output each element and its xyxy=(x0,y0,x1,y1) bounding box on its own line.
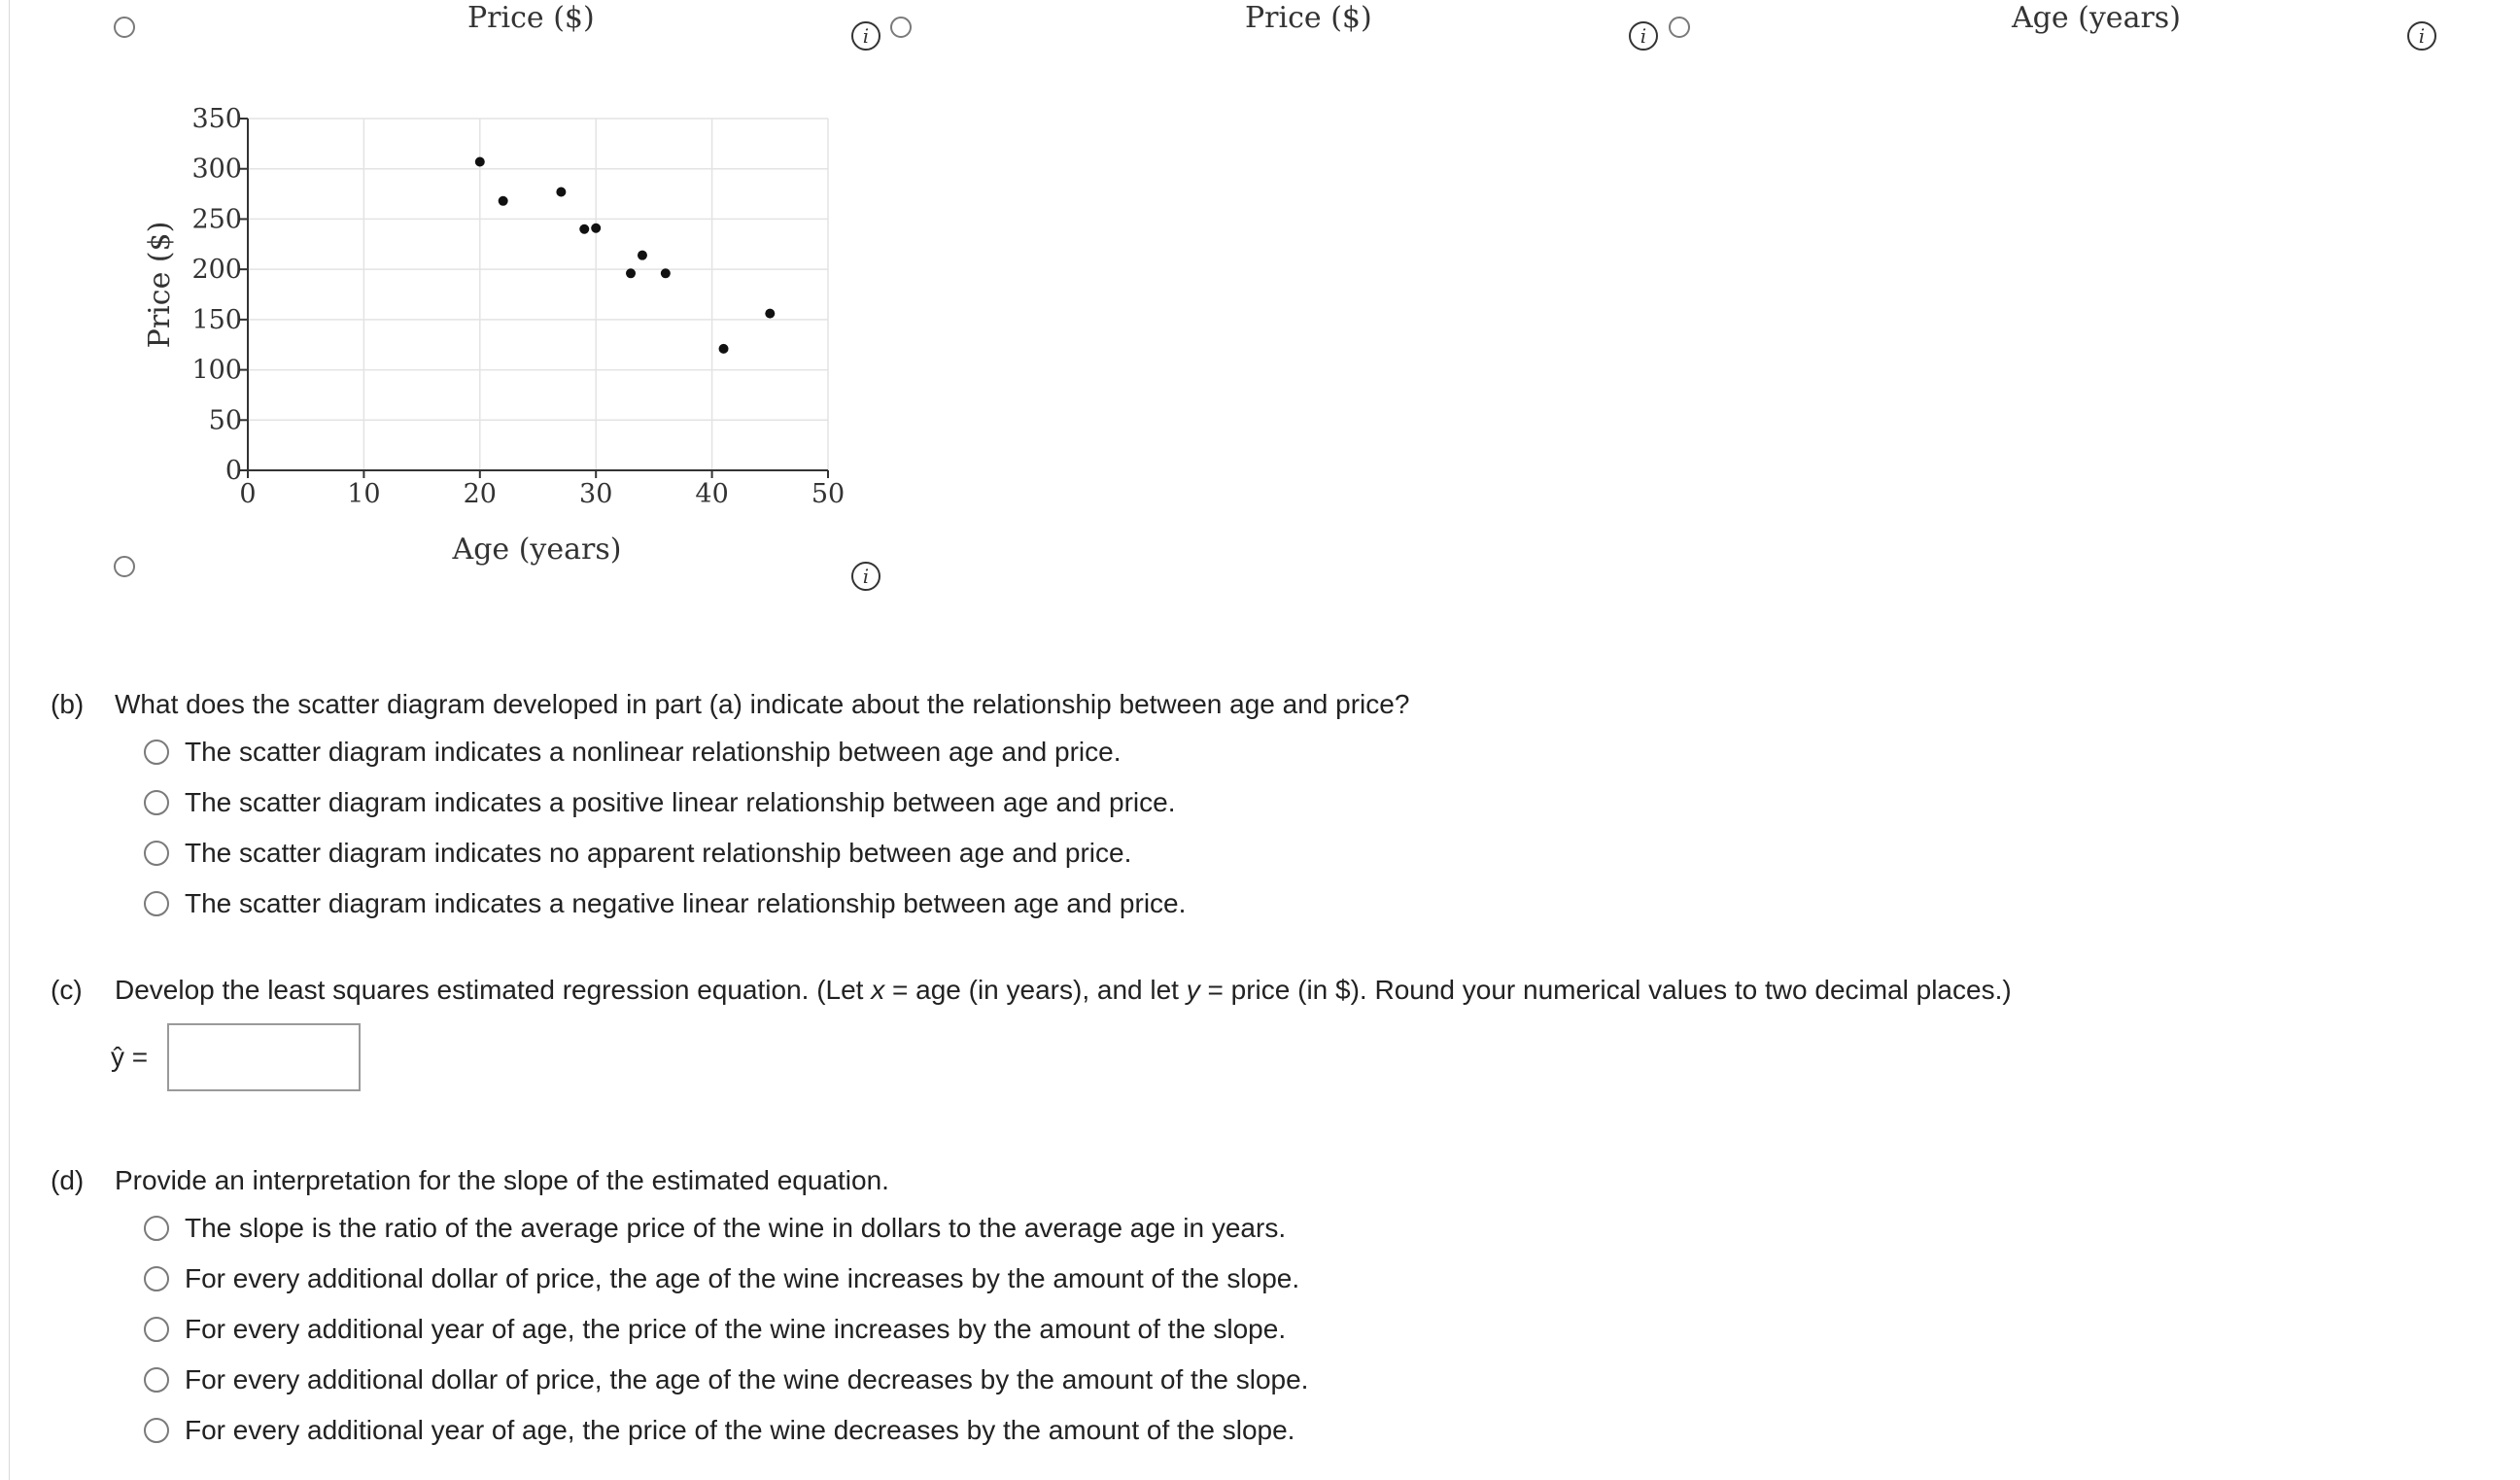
part-d-tag: (d) xyxy=(51,1165,85,1195)
radio-button[interactable] xyxy=(144,1317,169,1342)
data-point xyxy=(556,188,566,197)
data-point xyxy=(579,224,589,234)
radio-button[interactable] xyxy=(144,1367,169,1393)
info-icon[interactable]: i xyxy=(851,562,880,591)
radio-button[interactable] xyxy=(144,1216,169,1241)
graph-option-radio-3[interactable] xyxy=(1669,17,1690,38)
x-tick-label: 0 xyxy=(239,479,257,509)
graph-option-radio-4[interactable] xyxy=(114,556,135,577)
data-point xyxy=(626,268,636,278)
radio-button[interactable] xyxy=(144,841,169,866)
info-icon[interactable]: i xyxy=(851,21,880,51)
part-c-question-post: = price (in $). Round your numerical values to two decimal places.) xyxy=(1199,975,2012,1005)
part-b-tag: (b) xyxy=(51,689,85,719)
graph-option-radio-2[interactable] xyxy=(890,17,912,38)
part-c-question-mid: = age (in years), and let xyxy=(884,975,1187,1005)
graph-option-radio-1[interactable] xyxy=(114,17,135,38)
data-point xyxy=(719,344,729,354)
part-b-option-1-label: The scatter diagram indicates a nonlinear relationship between age and price. xyxy=(185,737,1122,767)
part-b-option-2-label: The scatter diagram indicates a positive linear relationship between age and price. xyxy=(185,787,1176,817)
part-c-question-pre: Develop the least squares estimated regression equation. (Let xyxy=(115,975,872,1005)
x-tick-label: 10 xyxy=(347,479,381,509)
part-b-question-text: What does the scatter diagram developed in part (a) indicate about the relationship between age and price? xyxy=(115,689,1410,719)
part-b-option-4-label: The scatter diagram indicates a negative linear relationship between age and price. xyxy=(185,888,1187,918)
x-tick-label: 40 xyxy=(695,479,729,509)
radio-button[interactable] xyxy=(144,1266,169,1291)
part-d-question xyxy=(51,1165,889,1196)
x-tick-label: 30 xyxy=(579,479,613,509)
y-tick-label: 100 xyxy=(191,355,242,386)
x-tick-label: 50 xyxy=(811,479,846,509)
y-tick-label: 350 xyxy=(191,104,242,134)
data-point xyxy=(765,309,775,319)
x-variable: x xyxy=(871,975,885,1005)
y-tick-label: 200 xyxy=(191,255,242,286)
data-point xyxy=(591,224,601,233)
radio-button[interactable] xyxy=(144,891,169,916)
graph-option-2-ylabel: Price ($) xyxy=(1245,1,1372,35)
data-point xyxy=(499,196,508,206)
scatter-chart xyxy=(136,97,855,583)
part-d-question-text: Provide an interpretation for the slope of the estimated equation. xyxy=(115,1165,889,1195)
info-icon[interactable]: i xyxy=(2407,21,2436,51)
data-point xyxy=(661,268,671,278)
info-icon[interactable]: i xyxy=(1629,21,1658,51)
part-c-tag: (c) xyxy=(51,975,83,1005)
radio-button[interactable] xyxy=(144,740,169,765)
part-c-question xyxy=(51,975,2012,1006)
radio-button[interactable] xyxy=(144,790,169,815)
part-b-question xyxy=(51,689,1409,720)
y-axis-title: Price ($) xyxy=(143,221,177,349)
y-tick-label: 0 xyxy=(224,456,242,486)
part-b-option-3-label: The scatter diagram indicates no apparent relationship between age and price. xyxy=(185,838,1132,868)
graph-option-3-xlabel: Age (years) xyxy=(2012,1,2181,35)
y-variable: y xyxy=(1186,975,1200,1005)
y-tick-label: 50 xyxy=(208,405,242,436)
regression-equation-input[interactable] xyxy=(167,1023,361,1091)
left-border xyxy=(9,0,10,1480)
y-tick-label: 150 xyxy=(191,304,242,335)
graph-option-1-ylabel: Price ($) xyxy=(467,1,595,35)
x-axis-title: Age (years) xyxy=(452,533,622,567)
radio-button[interactable] xyxy=(144,1418,169,1443)
data-point xyxy=(638,251,647,260)
y-tick-label: 300 xyxy=(191,154,242,185)
x-tick-label: 20 xyxy=(463,479,497,509)
yhat-label: ŷ = xyxy=(111,1042,149,1072)
part-d-option-4-label: For every additional dollar of price, the age of the wine decreases by the amount of the slope. xyxy=(185,1364,1309,1394)
part-d-option-2-label: For every additional dollar of price, the age of the wine increases by the amount of the slope. xyxy=(185,1263,1300,1293)
y-tick-label: 250 xyxy=(191,204,242,235)
part-d-option-3-label: For every additional year of age, the price of the wine increases by the amount of the slope. xyxy=(185,1314,1287,1344)
data-point xyxy=(475,156,485,166)
part-d-option-5-label: For every additional year of age, the price of the wine decreases by the amount of the slope. xyxy=(185,1415,1295,1445)
part-d-option-1-label: The slope is the ratio of the average price of the wine in dollars to the average age in years. xyxy=(185,1213,1287,1243)
